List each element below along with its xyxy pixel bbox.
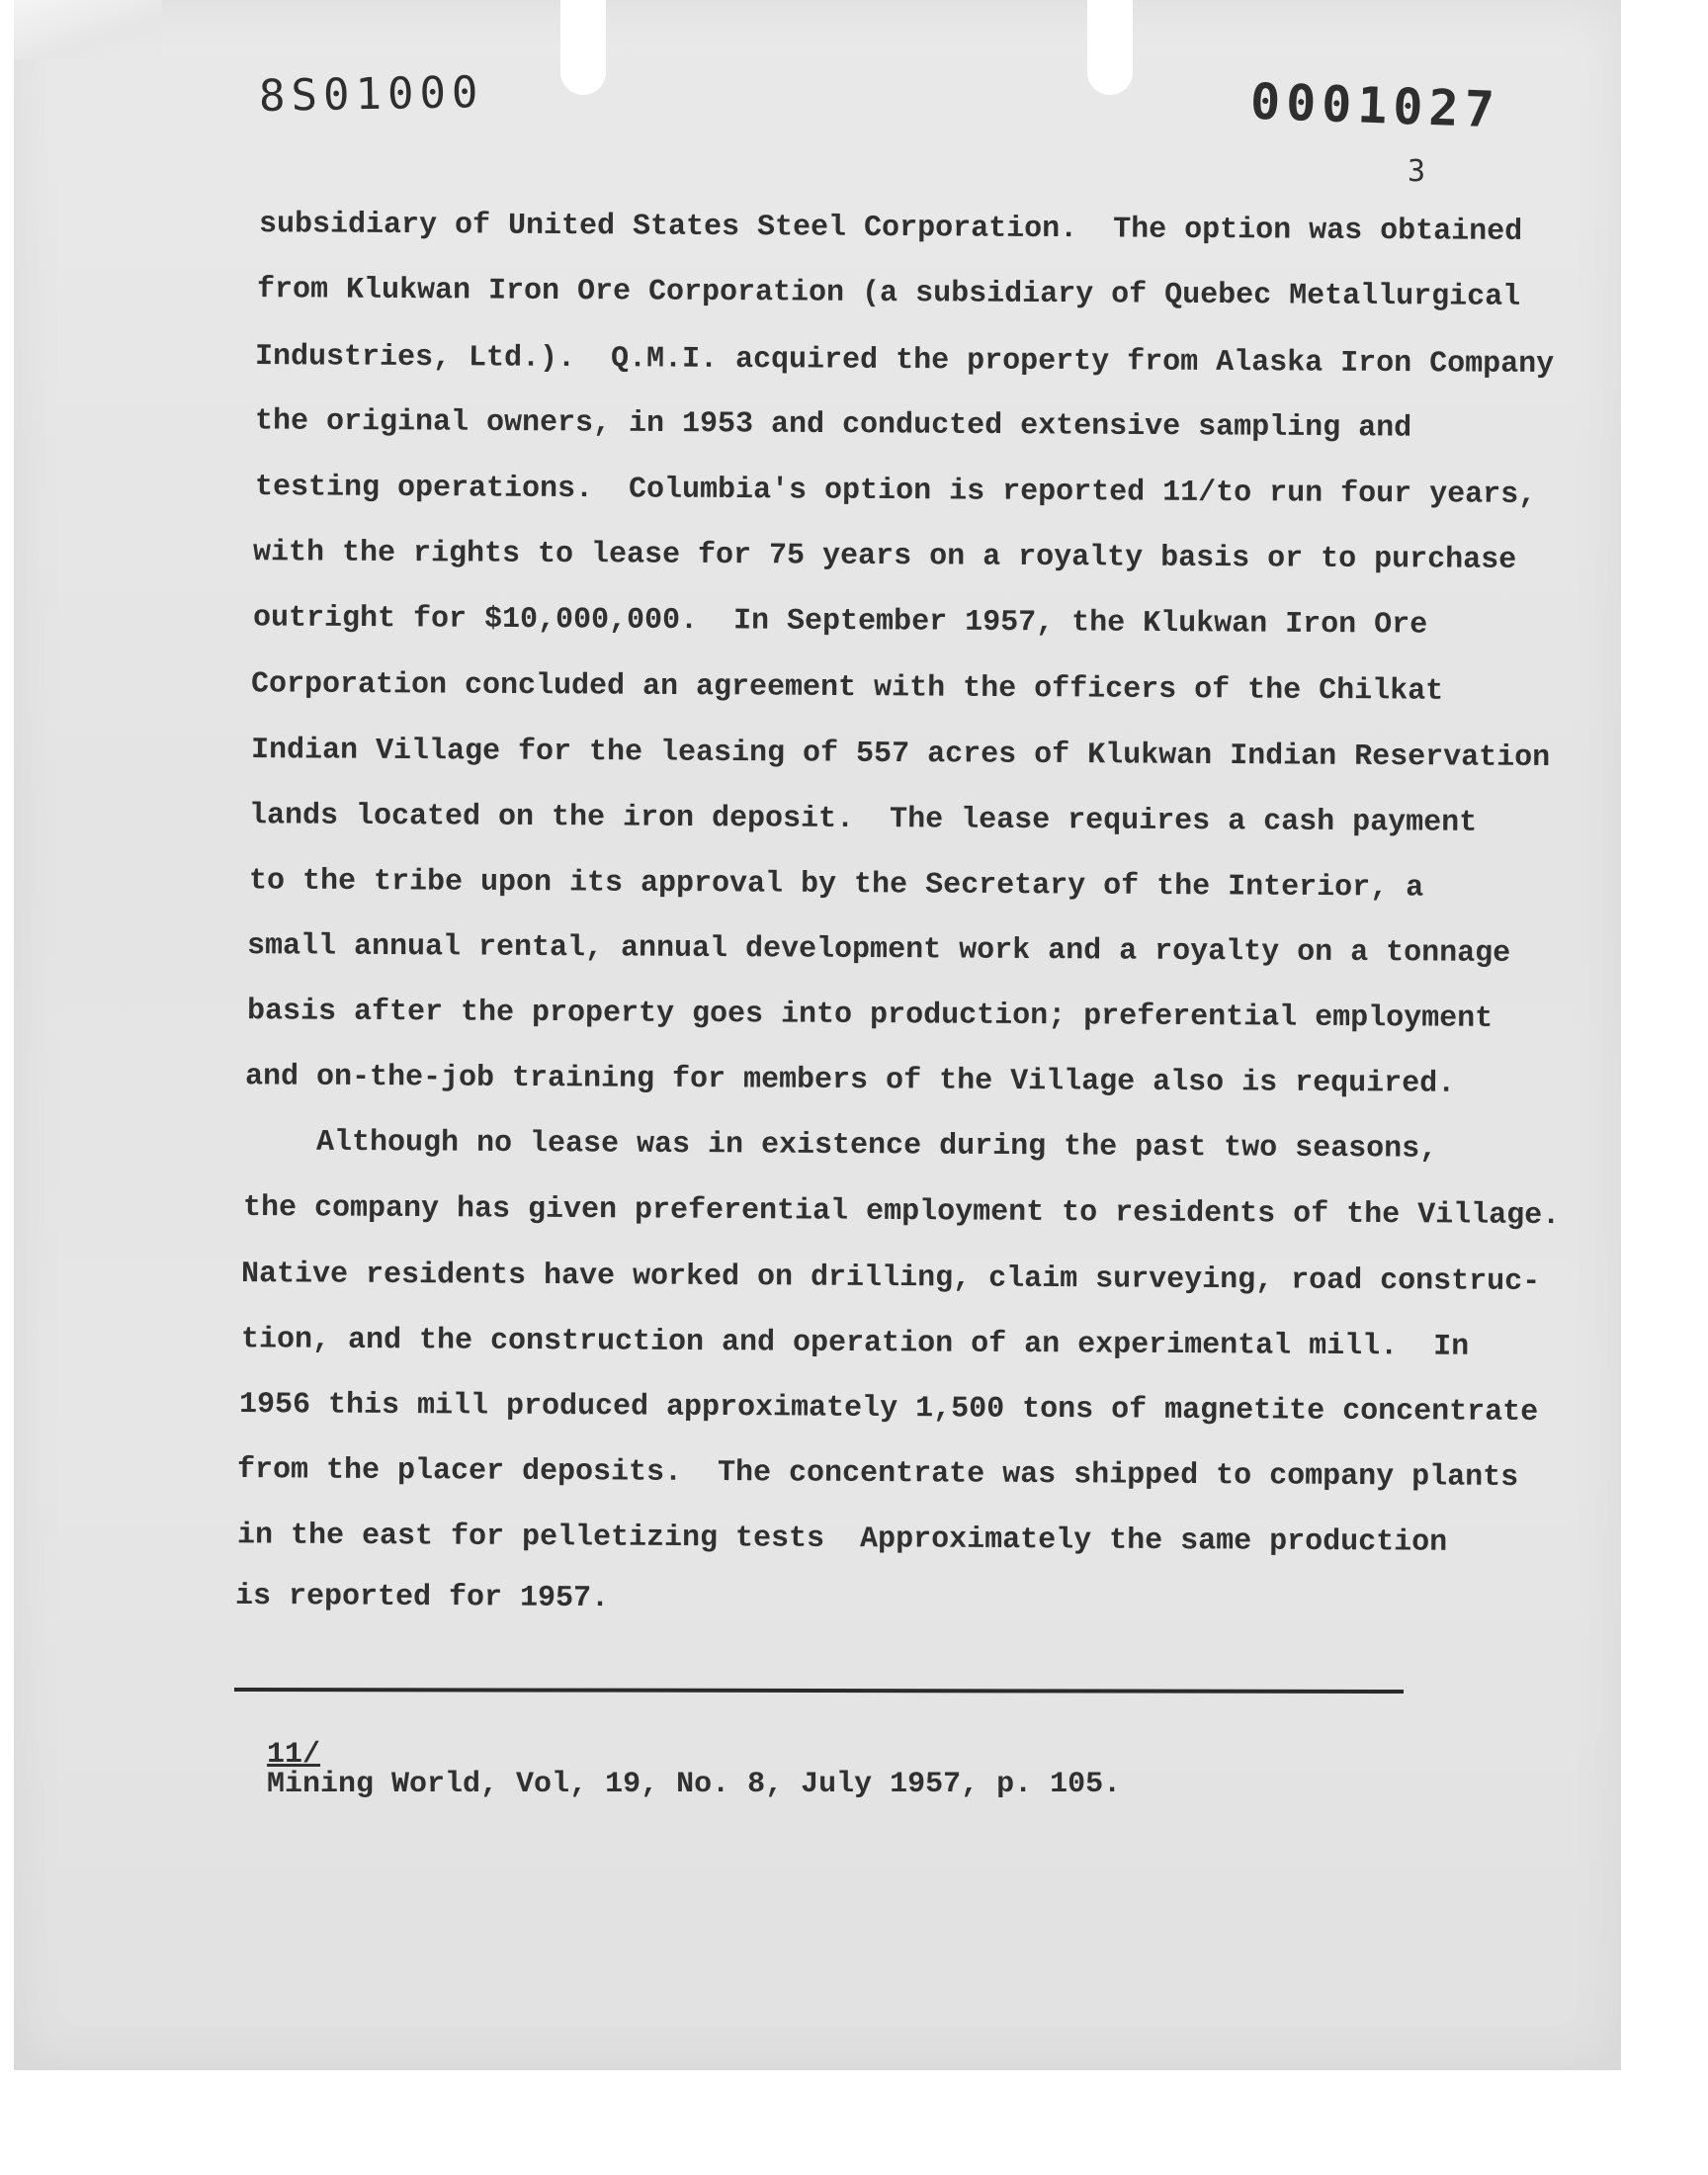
document-number-left: 8S01000 [258,67,484,122]
body-line: small annual rental, annual development work and a royalty on a tonnage [246,929,1511,971]
torn-corner [14,0,162,59]
body-line: outright for $10,000,000. In September 1957, the Klukwan Iron Ore [252,601,1428,643]
footnote [231,1710,1121,1799]
footnote-marker: 11/ [267,1738,321,1772]
body-line: 1956 this mill produced approximately 1,500 tons of magnetite concentrate [238,1387,1539,1431]
body-line: from the placer deposits. The concentrate was shipped to company plants [236,1453,1519,1495]
body-line: Although no lease was in existence during the past two seasons, [244,1125,1438,1167]
body-line: the company has given preferential employment to residents of the Village. [242,1190,1561,1234]
body-line: Indian Village for the leasing of 557 acres of Klukwan Indian Reservation [250,733,1551,776]
punch-hole-right [1087,0,1133,95]
body-line: Native residents have worked on drilling, claim surveying, road construc- [240,1257,1541,1300]
document-number-right: 0001027 [1249,72,1501,139]
footnote-text: Mining World, Vol, 19, No. 8, July 1957, p. 105. [267,1768,1122,1801]
punch-hole-left [560,0,606,95]
body-line: lands located on the iron deposit. The lease requires a cash payment [248,799,1478,840]
body-line: testing operations. Columbia's option is reported 11/to run four years, [254,471,1537,512]
body-line: the original owners, in 1953 and conducted extensive sampling and [254,404,1412,446]
body-line: Corporation concluded an agreement with the officers of the Chilkat [250,667,1444,709]
body-line: and on-the-job training for members of the Village also is required. [244,1060,1456,1101]
body-line: Industries, Ltd.). Q.M.I. acquired the property from Alaska Iron Company [254,339,1555,383]
page-number: 3 [1408,154,1426,189]
body-line: from Klukwan Iron Ore Corporation (a subsidiary of Quebec Metallurgical [256,273,1521,314]
body-line: in the east for pelletizing tests Approximately the same production [236,1519,1448,1560]
body-line: with the rights to lease for 75 years on a royalty basis or to purchase [252,536,1517,577]
body-line: to the tribe upon its approval by the Secretary of the Interior, a [248,864,1424,906]
body-line: basis after the property goes into production; preferential employment [246,995,1494,1036]
body-line: tion, and the construction and operation of an experimental mill. In [240,1323,1470,1364]
body-line: is reported for 1957. [234,1579,610,1616]
body-line: subsidiary of United States Steel Corporation. The option was obtained [258,208,1523,249]
